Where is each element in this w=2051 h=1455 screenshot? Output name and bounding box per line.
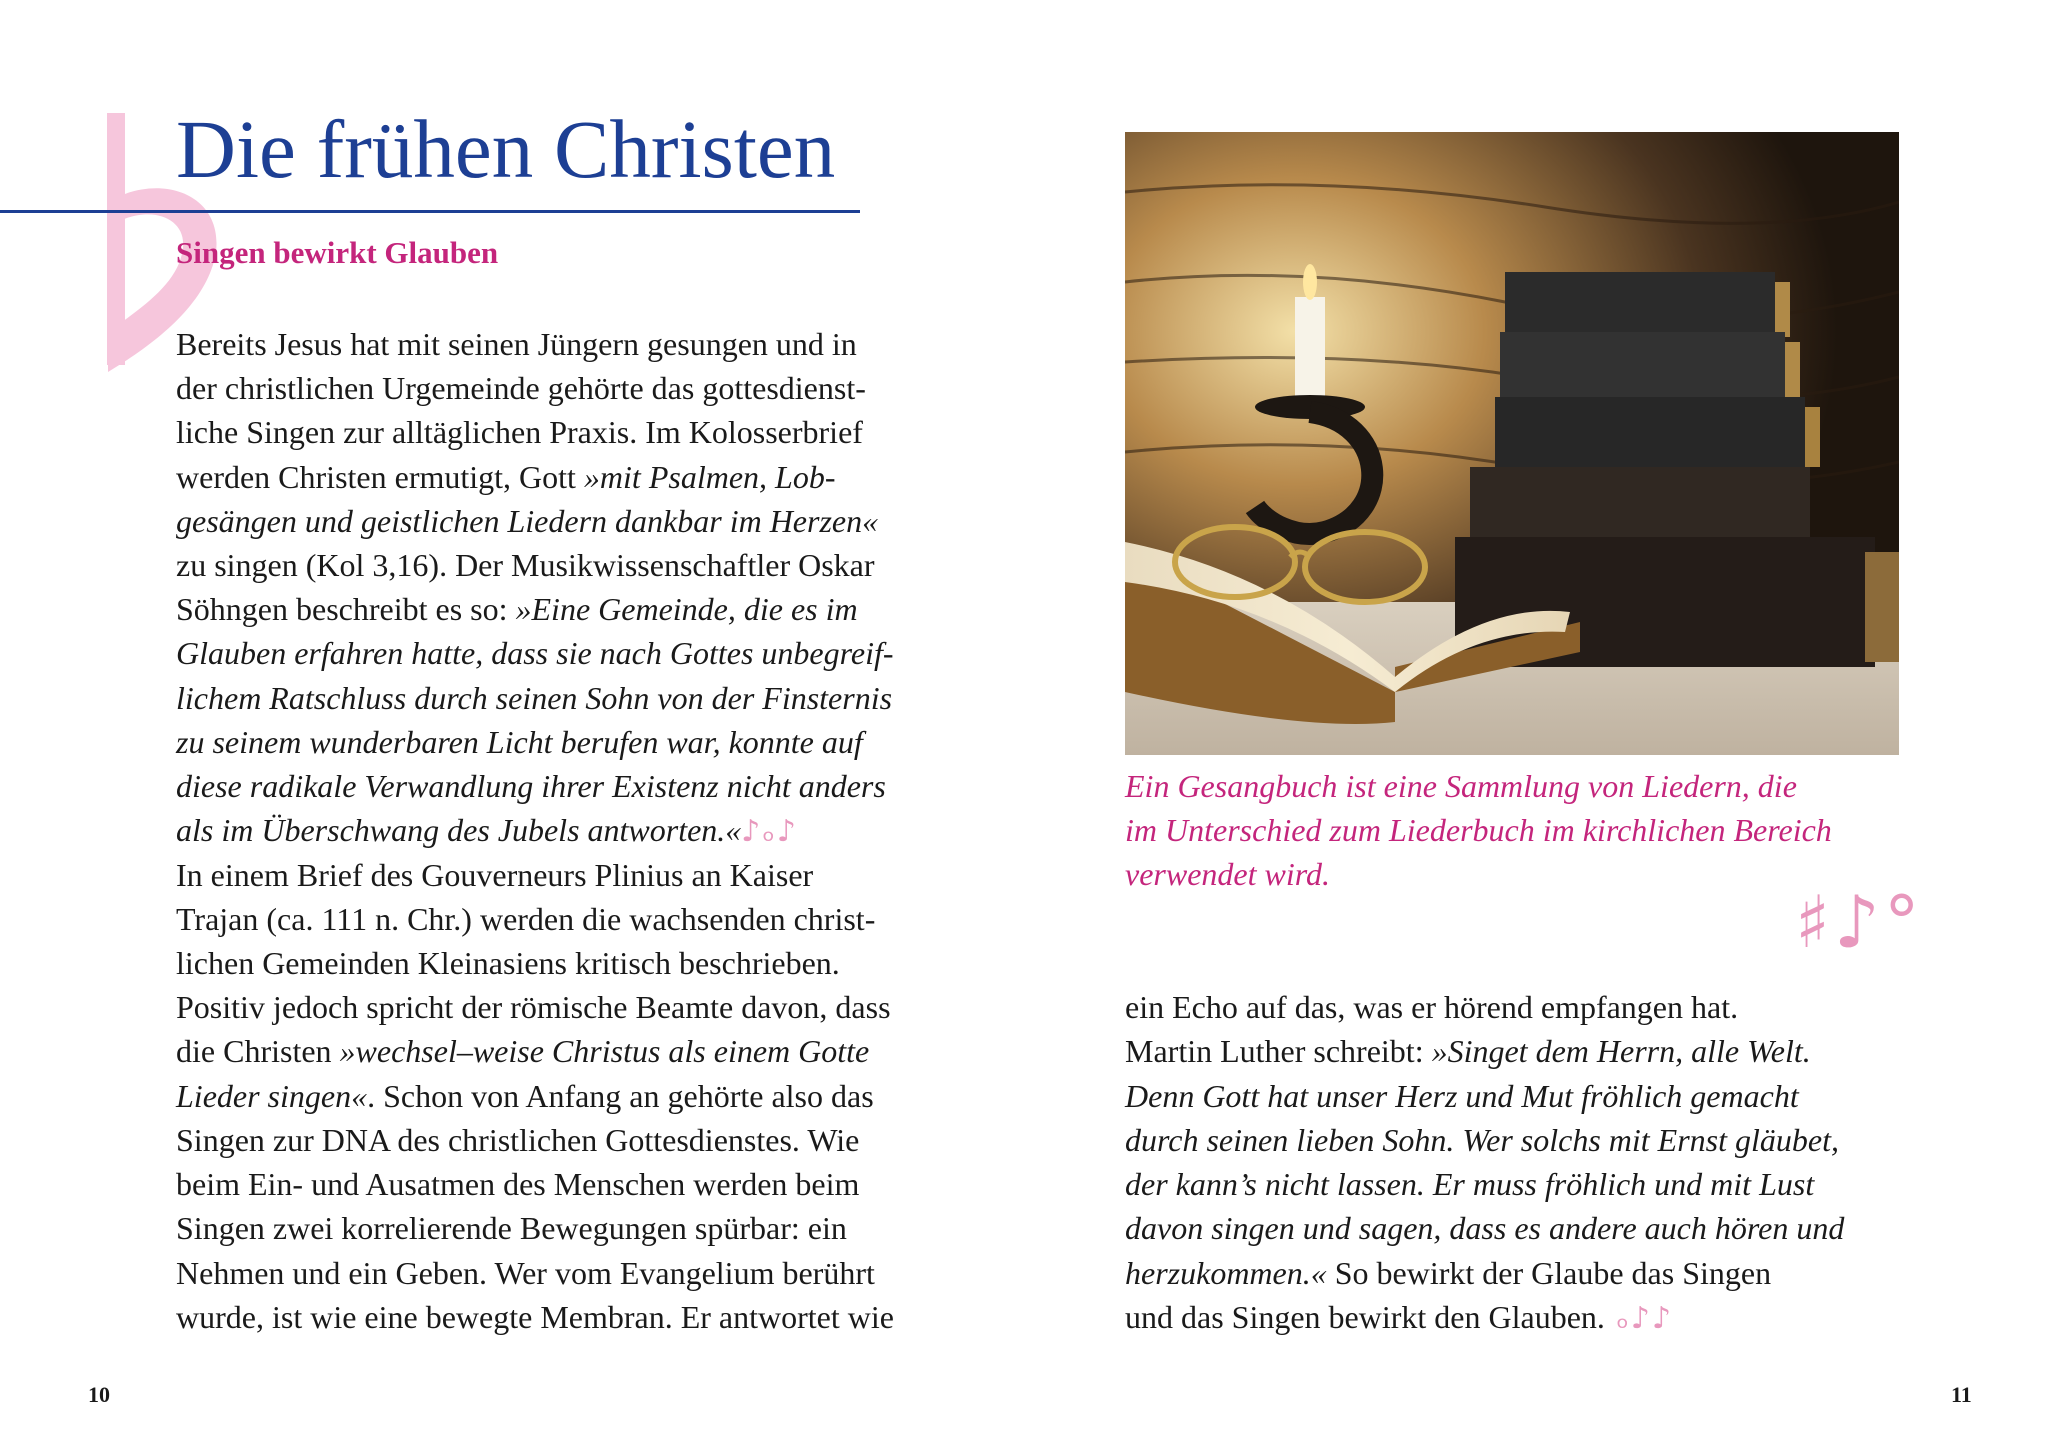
body-line: zu singen (Kol 3,16). Der Musikwissenschaftler Oskar: [176, 547, 875, 583]
body-line: ein Echo auf das, was er hörend empfangen hat.: [1125, 989, 1739, 1025]
body-line: Singen zwei korrelierende Bewegungen spürbar: ein: [176, 1210, 847, 1246]
body-line: durch seinen lieben Sohn. Wer solchs mit Ernst gläubet,: [1125, 1122, 1839, 1158]
body-line: Positiv jedoch spricht der römische Beamte davon, dass: [176, 989, 891, 1025]
music-notes-icon: ♪ₒ♪: [741, 814, 798, 849]
body-line: der kann’s nicht lassen. Er muss fröhlich und mit Lust: [1125, 1166, 1815, 1202]
body-line: Glauben erfahren hatte, dass sie nach Gottes unbegreif-: [176, 635, 894, 671]
candle-glasses-hymnbooks-photo: [1125, 132, 1899, 755]
body-line: und das Singen bewirkt den Glauben. ₒ♪♪: [1125, 1299, 1674, 1336]
body-line: Singen zur DNA des christlichen Gottesdienstes. Wie: [176, 1122, 860, 1158]
page-number-right: 11: [1951, 1382, 1972, 1407]
body-line: Lieder singen«. Schon von Anfang an gehörte also das: [176, 1078, 874, 1114]
body-line: lichem Ratschluss durch seinen Sohn von der Finsternis: [176, 680, 893, 716]
page-title: Die frühen Christen: [176, 103, 836, 195]
caption-line: Ein Gesangbuch ist eine Sammlung von Liedern, die: [1125, 768, 1797, 804]
caption-line: verwendet wird.: [1125, 856, 1330, 892]
body-line: der christlichen Urgemeinde gehörte das gottesdienst-: [176, 370, 866, 406]
body-line: zu seinem wunderbaren Licht berufen war, konnte auf: [176, 724, 863, 760]
title-rule: [0, 210, 860, 213]
body-line: beim Ein- und Ausatmen des Menschen werden beim: [176, 1166, 860, 1202]
sharp-note-whole-note-icon: ♯♪°: [1795, 880, 1924, 964]
body-line: die Christen »wechsel–weise Christus als einem Gotte: [176, 1033, 870, 1069]
body-line: wurde, ist wie eine bewegte Membran. Er antwortet wie: [176, 1299, 894, 1335]
body-line: Nehmen und ein Geben. Wer vom Evangelium berührt: [176, 1255, 875, 1291]
body-line: Denn Gott hat unser Herz und Mut fröhlich gemacht: [1125, 1078, 1799, 1114]
body-line: Trajan (ca. 111 n. Chr.) werden die wachsenden christ-: [176, 901, 876, 937]
music-notes-icon: ₒ♪♪: [1604, 1301, 1674, 1336]
body-line: gesängen und geistlichen Liedern dankbar im Herzen«: [176, 503, 879, 539]
body-line: Bereits Jesus hat mit seinen Jüngern gesungen und in: [176, 326, 857, 362]
body-line: werden Christen ermutigt, Gott »mit Psalmen, Lob-: [176, 459, 836, 495]
body-line: herzukommen.« So bewirkt der Glaube das Singen: [1125, 1255, 1772, 1291]
body-line: lichen Gemeinden Kleinasiens kritisch beschrieben.: [176, 945, 840, 981]
body-line: In einem Brief des Gouverneurs Plinius an Kaiser: [176, 857, 814, 893]
body-line: Martin Luther schreibt: »Singet dem Herrn, alle Welt.: [1125, 1033, 1811, 1069]
body-line: Söhngen beschreibt es so: »Eine Gemeinde, die es im: [176, 591, 858, 627]
body-line: diese radikale Verwandlung ihrer Existenz nicht anders: [176, 768, 886, 804]
body-line: liche Singen zur alltäglichen Praxis. Im Kolosserbrief: [176, 414, 863, 450]
section-subtitle: Singen bewirkt Glauben: [176, 235, 499, 270]
body-line: davon singen und sagen, dass es andere auch hören und: [1125, 1210, 1845, 1246]
page-number-left: 10: [88, 1382, 110, 1407]
caption-line: im Unterschied zum Liederbuch im kirchlichen Bereich: [1125, 812, 1832, 848]
body-line: als im Überschwang des Jubels antworten.«♪ₒ♪: [176, 812, 798, 849]
